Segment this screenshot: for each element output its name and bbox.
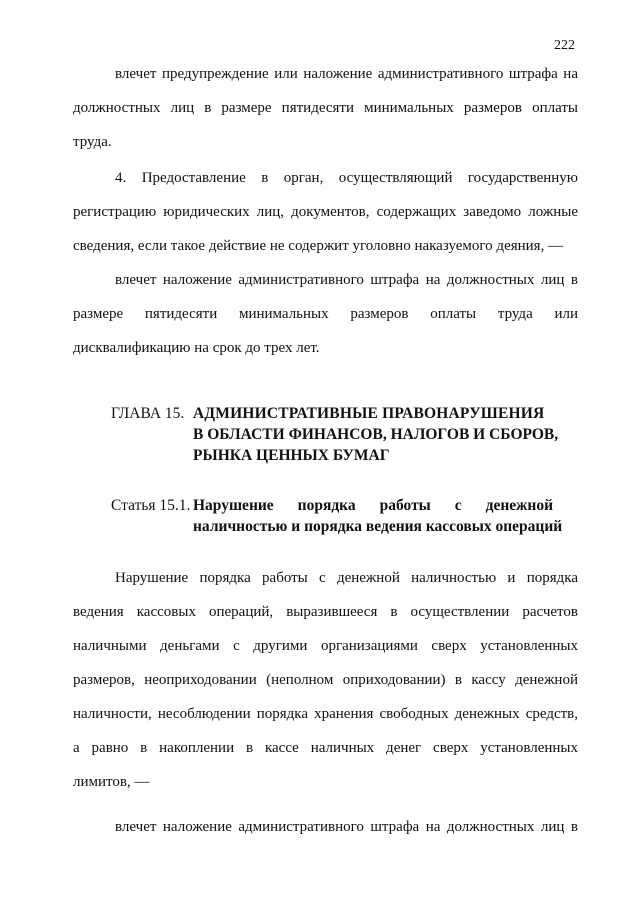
- text-line: 4. Предоставление в орган, осуществляющий государственную: [115, 170, 578, 186]
- text-line: ведения кассовых операций, выразившееся в осуществлении расчетов: [73, 604, 578, 620]
- article-title: [193, 495, 563, 537]
- text-line: регистрацию юридических лиц, документов, содержащих заведомо ложные: [73, 204, 578, 220]
- text-line: сведения, если такое действие не содержит уголовно наказуемого деяния, —: [73, 238, 564, 254]
- paragraph-item-4: [73, 168, 578, 256]
- paragraph-sanction-2: [73, 270, 578, 358]
- paragraph-sanction-3: [73, 817, 578, 837]
- text-line: размеров, неоприходовании (неполном оприходовании) в кассу денежной: [73, 672, 578, 688]
- chapter-title-line: В ОБЛАСТИ ФИНАНСОВ, НАЛОГОВ И СБОРОВ,: [193, 426, 559, 443]
- text-line: Нарушение порядка работы с денежной наличностью и порядка: [115, 570, 578, 586]
- text-line: труда.: [73, 134, 112, 150]
- text-line: влечет наложение административного штрафа на должностных лиц в: [115, 272, 578, 288]
- text-line: влечет наложение административного штрафа на должностных лиц в: [115, 819, 578, 835]
- chapter-title-line: АДМИНИСТРАТИВНЫЕ ПРАВОНАРУШЕНИЯ: [193, 405, 545, 422]
- chapter-title-line: РЫНКА ЦЕННЫХ БУМАГ: [193, 447, 390, 464]
- paragraph-sanction-1: [73, 64, 578, 152]
- chapter-title: [193, 403, 558, 466]
- text-line: а равно в накоплении в кассе наличных денег сверх установленных: [73, 740, 578, 756]
- article-label: Статья 15.1.: [111, 497, 191, 514]
- text-line: влечет предупреждение или наложение административного штрафа на: [115, 66, 578, 82]
- text-line: лимитов, —: [73, 774, 150, 790]
- article-title-line: Нарушение порядка работы с денежной: [193, 497, 553, 514]
- text-line: наличности, несоблюдении порядка хранения свободных денежных средств,: [73, 706, 578, 722]
- text-line: размере пятидесяти минимальных размеров оплаты труда или: [73, 306, 578, 322]
- text-line: наличными деньгами с другими организациями сверх установленных: [73, 638, 578, 654]
- article-title-line: наличностью и порядка ведения кассовых операций: [193, 518, 563, 535]
- page-number: 222: [554, 38, 575, 53]
- paragraph-article-body: [73, 568, 578, 792]
- chapter-label: ГЛАВА 15.: [111, 405, 185, 422]
- text-line: должностных лиц в размере пятидесяти минимальных размеров оплаты: [73, 100, 578, 116]
- text-line: дисквалификацию на срок до трех лет.: [73, 340, 320, 356]
